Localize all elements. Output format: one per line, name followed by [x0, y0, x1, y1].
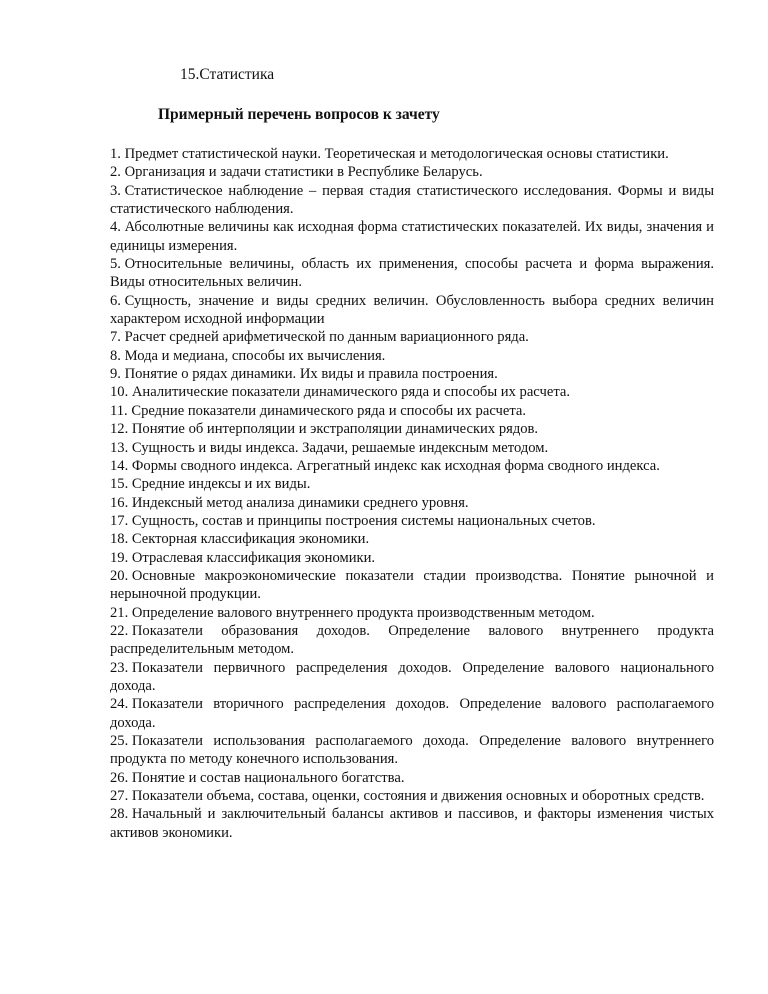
question-list — [110, 145, 714, 842]
question-number: 4. — [110, 219, 121, 236]
question-number: 2. — [110, 164, 121, 181]
question-item — [110, 402, 714, 420]
question-number: 21. — [110, 604, 129, 621]
question-text: Показатели вторичного распределения доходов. Определение валового располагаемого дохода. — [110, 696, 714, 731]
question-item — [110, 255, 714, 292]
question-item — [110, 292, 714, 329]
question-number: 8. — [110, 347, 121, 364]
question-number: 22. — [110, 622, 129, 639]
question-number: 14. — [110, 457, 129, 474]
question-text: Средние индексы и их виды. — [131, 476, 311, 493]
question-number: 17. — [110, 512, 129, 529]
question-text: Средние показатели динамического ряда и способы их расчета. — [131, 402, 527, 419]
question-number: 12. — [110, 421, 129, 438]
question-number: 7. — [110, 329, 121, 346]
question-item — [110, 439, 714, 457]
question-item — [110, 163, 714, 181]
question-number: 24. — [110, 696, 129, 713]
question-number: 10. — [110, 384, 129, 401]
question-item — [110, 182, 714, 219]
question-number: 5. — [110, 256, 121, 273]
question-number: 28. — [110, 806, 129, 823]
question-text: Расчет средней арифметической по данным вариационного ряда. — [124, 329, 529, 346]
document-title: Примерный перечень вопросов к зачету — [158, 106, 440, 123]
question-text: Показатели первичного распределения доходов. Определение валового национального дохода. — [110, 659, 714, 694]
question-number: 26. — [110, 769, 129, 786]
question-number: 27. — [110, 788, 129, 805]
question-item — [110, 420, 714, 438]
question-number: 20. — [110, 567, 129, 584]
question-number: 19. — [110, 549, 129, 566]
question-item — [110, 604, 714, 622]
question-text: Понятие о рядах динамики. Их виды и правила построения. — [124, 366, 498, 383]
question-item — [110, 732, 714, 769]
question-item — [110, 512, 714, 530]
question-item — [110, 695, 714, 732]
question-number: 13. — [110, 439, 129, 456]
question-number: 25. — [110, 733, 129, 749]
question-text: Секторная классификация экономики. — [131, 531, 370, 548]
question-item — [110, 475, 714, 493]
question-text: Отраслевая классификация экономики. — [131, 549, 376, 566]
question-number: 11. — [110, 402, 128, 419]
question-item — [110, 567, 714, 604]
question-item — [110, 347, 714, 365]
question-item — [110, 659, 714, 696]
question-text: Показатели объема, состава, оценки, состояния и движения основных и оборотных средств. — [131, 788, 705, 805]
question-text: Мода и медиана, способы их вычисления. — [124, 347, 386, 364]
question-text: Понятие и состав национального богатства. — [131, 769, 405, 786]
question-number: 1. — [110, 146, 121, 162]
question-text: Сущность, состав и принципы построения системы национальных счетов. — [131, 512, 596, 529]
question-item — [110, 145, 714, 163]
question-item — [110, 549, 714, 567]
question-text: Сущность и виды индекса. Задачи, решаемые индексным методом. — [131, 439, 549, 456]
question-number: 6. — [110, 292, 121, 309]
question-item — [110, 787, 714, 805]
question-text: Формы сводного индекса. Агрегатный индекс как исходная форма сводного индекса. — [131, 457, 660, 474]
question-text: Организация и задачи статистики в Республике Беларусь. — [124, 164, 483, 181]
question-item — [110, 383, 714, 401]
question-text: Основные макроэкономические показатели стадии производства. Понятие рыночной и нерыночной продукции. — [110, 567, 714, 603]
question-text: Начальный и заключительный балансы активов и пассивов, и факторы изменения чистых активов экономики. — [110, 806, 714, 841]
question-number: 9. — [110, 366, 121, 383]
question-item — [110, 622, 714, 659]
question-text: Предмет статистической науки. Теоретическая и методологическая основы статистики. — [124, 146, 669, 162]
question-text: Сущность, значение и виды средних величин. Обусловленность выбора средних величин характером исходной информации — [110, 292, 714, 328]
question-number: 15. — [110, 476, 129, 493]
question-number: 23. — [110, 659, 129, 676]
question-number: 18. — [110, 531, 129, 548]
question-text: Определение валового внутреннего продукта производственным методом. — [131, 604, 595, 621]
question-text: Относительные величины, область их применения, способы расчета и форма выражения. Виды относительных величин. — [110, 256, 714, 291]
question-number: 16. — [110, 494, 129, 511]
question-text: Понятие об интерполяции и экстраполяции динамических рядов. — [131, 421, 539, 438]
question-text: Аналитические показатели динамического ряда и способы их расчета. — [131, 384, 570, 401]
question-item — [110, 769, 714, 787]
question-text: Абсолютные величины как исходная форма статистических показателей. Их виды, значения и единицы измерения. — [110, 219, 714, 254]
question-number: 3. — [110, 182, 121, 199]
question-text: Показатели использования располагаемого дохода. Определение валового внутреннего продукта по методу конечного использования. — [110, 733, 714, 768]
question-item — [110, 457, 714, 475]
question-item — [110, 805, 714, 842]
section-heading: 15.Статистика — [180, 66, 275, 83]
question-text: Статистическое наблюдение – первая стадия статистического исследования. Формы и виды статистического наблюдения. — [110, 182, 714, 218]
question-item — [110, 494, 714, 512]
question-item — [110, 365, 714, 383]
question-text: Индексный метод анализа динамики среднего уровня. — [131, 494, 469, 511]
question-item — [110, 328, 714, 346]
question-item — [110, 530, 714, 548]
question-item — [110, 218, 714, 255]
question-text: Показатели образования доходов. Определение валового внутреннего продукта распределительным методом. — [110, 622, 714, 658]
